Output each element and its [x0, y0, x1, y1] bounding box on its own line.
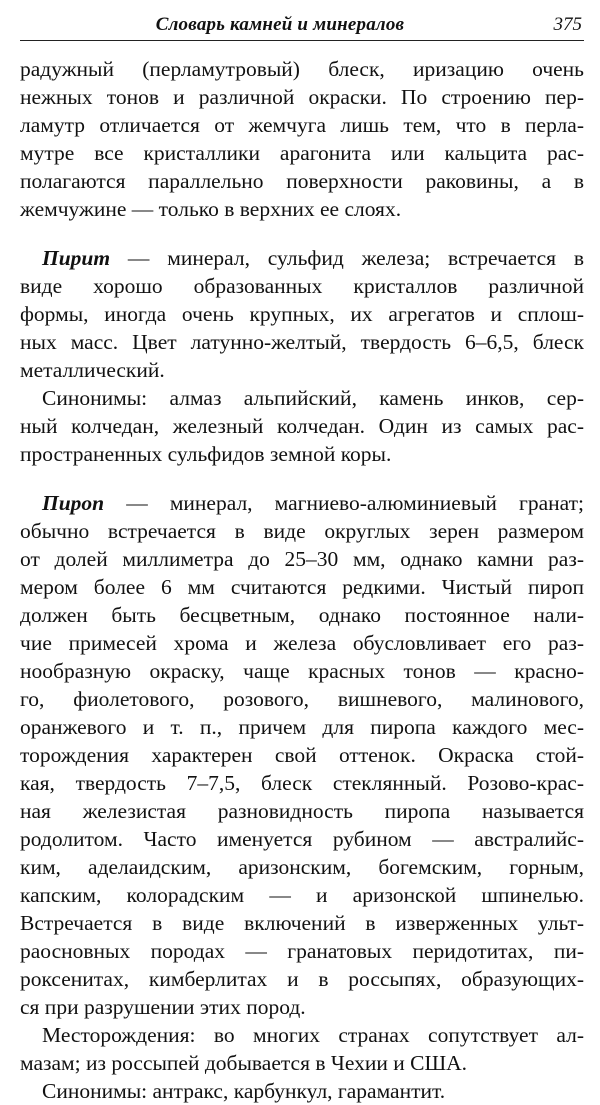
text-line: го, фиолетового, розового, вишневого, малинового,	[20, 687, 584, 711]
text-line: нежных тонов и различной окраски. По строению пер-	[20, 85, 584, 109]
entry-first-line	[20, 489, 584, 517]
text-line: родолитом. Часто именуется рубином — австралийс-	[20, 827, 584, 851]
running-header	[20, 8, 584, 41]
text-line: ламутр отличается от жемчуга лишь тем, что в перла-	[20, 113, 584, 137]
text-line: виде хорошо образованных кристаллов различной	[20, 274, 584, 298]
synonyms-line: Синонимы: алмаз альпийский, камень инков, сер-	[42, 386, 584, 410]
text-line: должен быть бесцветным, однако постоянное нали-	[20, 603, 584, 627]
text-line: ким, аделаидским, аризонским, богемским, горным,	[20, 855, 584, 879]
entry-gap	[20, 223, 584, 244]
text-line: обычно встречается в виде округлых зерен размером	[20, 519, 584, 543]
text-line: мутре все кристаллики арагонита или кальцита рас-	[20, 141, 584, 165]
text-line: чие примесей хрома и железа обусловливает его раз-	[20, 631, 584, 655]
text-line: кая, твердость 7–7,5, блеск стеклянный. Розово-крас-	[20, 771, 584, 795]
text-line: ся при разрушении этих пород.	[20, 995, 306, 1019]
entry-first-line-text: — минерал, сульфид железа; встречается в	[110, 246, 584, 270]
text-line: капским, колорадским — и аризонской шпинелью.	[20, 883, 584, 907]
entry-pyrite	[20, 244, 584, 468]
text-line: металлический.	[20, 358, 165, 382]
entry-term: Пирит	[42, 246, 111, 270]
entry-pyrope	[20, 489, 584, 1105]
text-line: ных масс. Цвет латунно-желтый, твердость 6–6,5, блеск	[20, 330, 584, 354]
text-line: оранжевого и т. п., причем для пиропа каждого мес-	[20, 715, 584, 739]
running-title: Словарь камней и минералов	[155, 14, 405, 35]
entry-term: Пироп	[42, 491, 105, 515]
text-line: мером более 6 мм считаются редкими. Чистый пироп	[20, 575, 584, 599]
text-line: торождения характерен свой оттенок. Окраска стой-	[20, 743, 584, 767]
text-line: пространенных сульфидов земной коры.	[20, 442, 392, 466]
text-line: жемчужине — только в верхних ее слоях.	[20, 197, 402, 221]
page-number: 375	[553, 14, 582, 35]
body-text	[20, 55, 584, 1105]
text-line: роксенитах, кимберлитах и в россыпях, образующих-	[20, 967, 584, 991]
text-line: нообразную окраску, чаще красных тонов — красно-	[20, 659, 584, 683]
text-line: полагаются параллельно поверхности раковины, а в	[20, 169, 584, 193]
text-line: раосновных породах — гранатовых перидотитах, пи-	[20, 939, 584, 963]
text-line: формы, иногда очень крупных, их агрегатов и сплош-	[20, 302, 584, 326]
text-line: радужный (перламутровый) блеск, иризацию очень	[20, 57, 584, 81]
text-line: мазам; из россыпей добывается в Чехии и США.	[20, 1051, 468, 1075]
deposits-line: Месторождения: во многих странах сопутствует ал-	[42, 1023, 584, 1047]
text-line: ная железистая разновидность пиропа называется	[20, 799, 584, 823]
text-line: от долей миллиметра до 25–30 мм, однако камни раз-	[20, 547, 584, 571]
text-line: Встречается в виде включений в изверженных ульт-	[20, 911, 584, 935]
synonyms-line: Синонимы: антракс, карбункул, гарамантит.	[42, 1079, 446, 1103]
text-line: ный колчедан, железный колчедан. Один из самых рас-	[20, 414, 584, 438]
entry-gap	[20, 468, 584, 489]
entry-first-line-text: — минерал, магниево-алюминиевый гранат;	[104, 491, 584, 515]
entry-first-line	[20, 244, 584, 272]
continuation-paragraph	[20, 55, 584, 223]
